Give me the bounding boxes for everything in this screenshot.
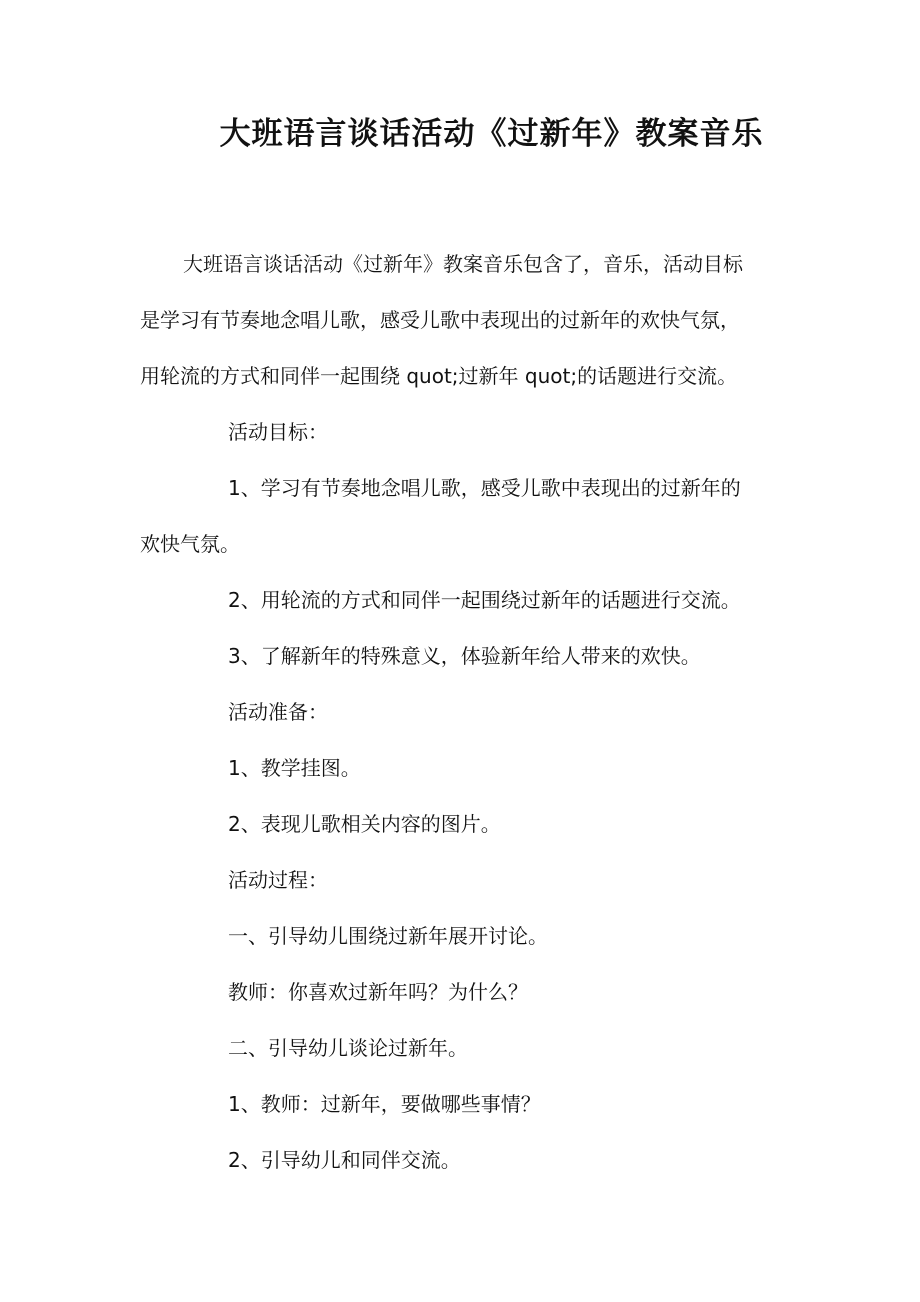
intro-line-3: 用轮流的方式和同伴一起围绕 quot;过新年 quot;的话题进行交流。 [140,364,738,388]
preparation-item-2: 2、表现儿歌相关内容的图片。 [228,812,501,836]
document-title: 大班语言谈话活动《过新年》教案音乐 [219,116,764,152]
process-step-2-item-1: 1、教师：过新年，要做哪些事情？ [228,1092,541,1116]
preparation-heading: 活动准备： [228,700,328,724]
goals-heading: 活动目标： [228,420,328,444]
process-heading: 活动过程： [228,868,328,892]
intro-line-2: 是学习有节奏地念唱儿歌，感受儿歌中表现出的过新年的欢快气氛， [140,308,740,332]
process-step-1: 一、引导幼儿围绕过新年展开讨论。 [228,924,548,948]
goal-item-2: 2、用轮流的方式和同伴一起围绕过新年的话题进行交流。 [228,588,741,612]
goal-item-3: 3、了解新年的特殊意义，体验新年给人带来的欢快。 [228,644,701,668]
process-step-2: 二、引导幼儿谈论过新年。 [228,1036,468,1060]
process-step-2-item-2: 2、引导幼儿和同伴交流。 [228,1148,461,1172]
goal-item-1-continued: 欢快气氛。 [140,532,240,556]
preparation-item-1: 1、教学挂图。 [228,756,361,780]
goal-item-1: 1、学习有节奏地念唱儿歌，感受儿歌中表现出的过新年的 [228,476,741,500]
intro-line-1: 大班语言谈话活动《过新年》教案音乐包含了，音乐，活动目标 [183,252,743,276]
process-step-1-question: 教师：你喜欢过新年吗？为什么？ [228,980,528,1004]
